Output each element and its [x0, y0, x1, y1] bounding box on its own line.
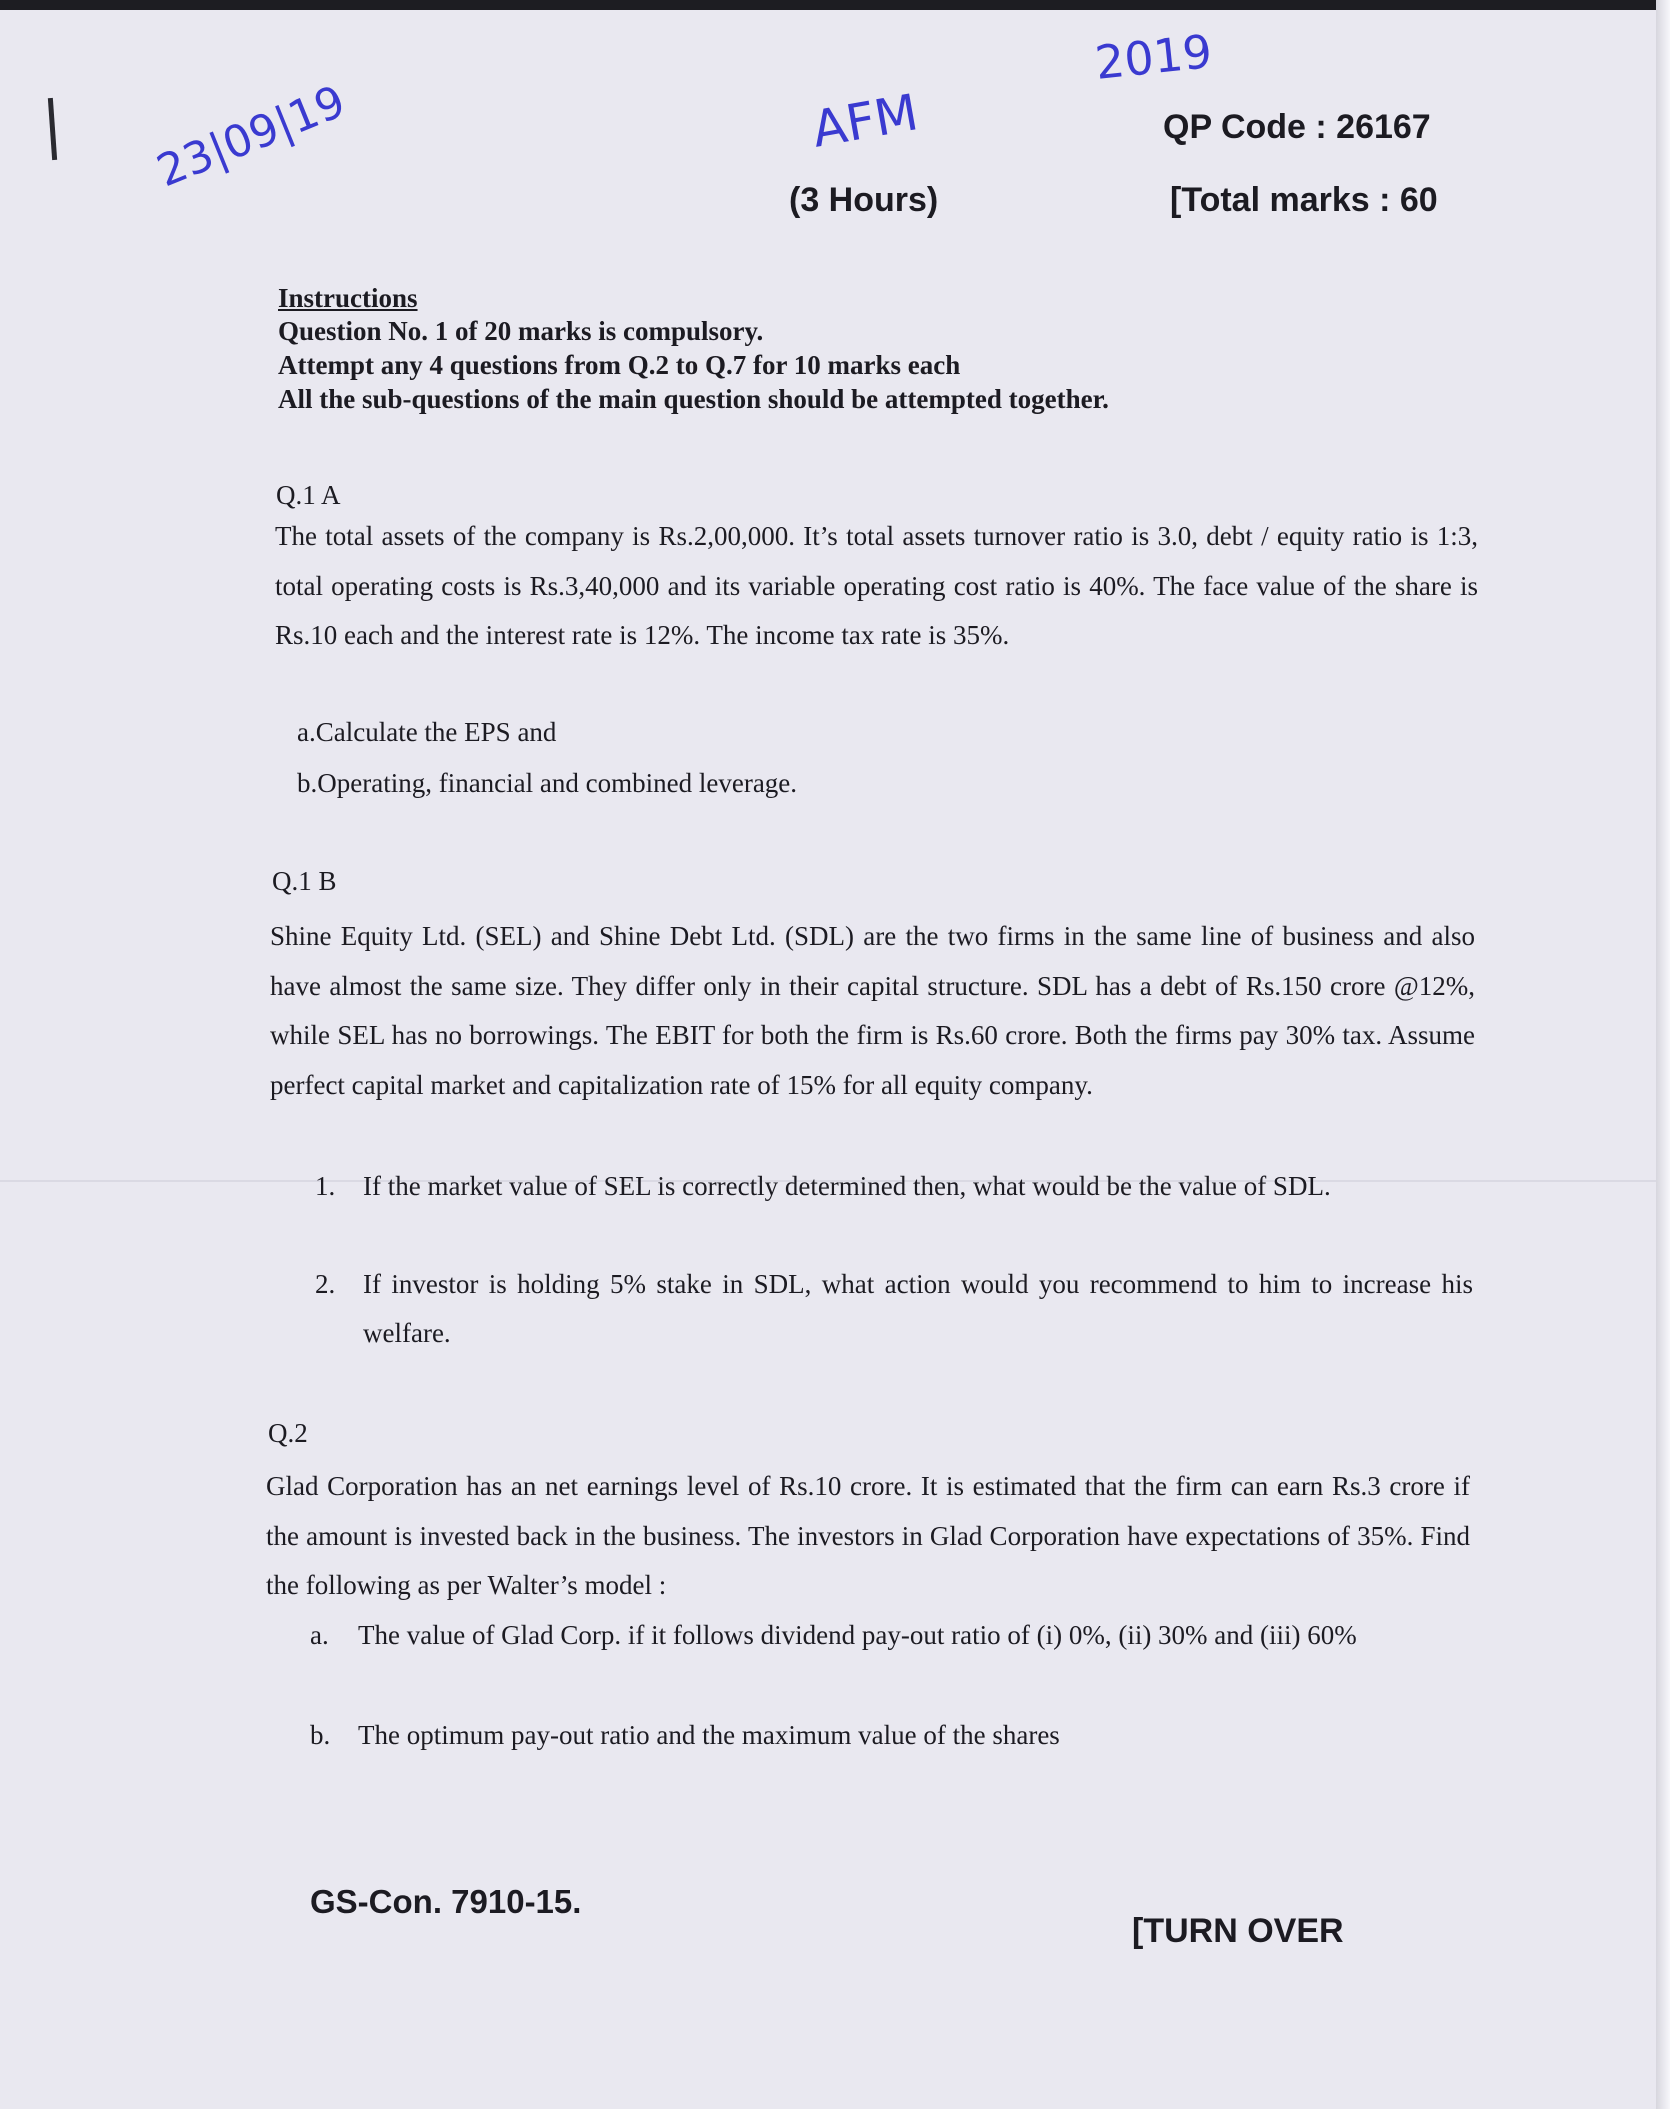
- handwritten-date: 23|09|19: [150, 75, 353, 198]
- turn-over-note: [TURN OVER: [1132, 1912, 1344, 1950]
- item-text: If investor is holding 5% stake in SDL, what action would you recommend to him to increase his welfare.: [363, 1269, 1473, 1348]
- item-number: b.: [310, 1720, 331, 1750]
- item-number: 1.: [315, 1171, 336, 1201]
- total-marks: [Total marks : 60: [1170, 181, 1438, 219]
- handwritten-stroke: [48, 98, 57, 160]
- question-label-q1a: Q.1 A: [276, 480, 341, 510]
- q1b-item-1: [315, 1162, 1473, 1211]
- instruction-line: Question No. 1 of 20 marks is compulsory.: [278, 316, 764, 346]
- q1b-item-2: [315, 1260, 1473, 1358]
- item-text: The value of Glad Corp. if it follows dividend pay-out ratio of (i) 0%, (ii) 30% and (iii) 60%: [358, 1620, 1357, 1650]
- handwritten-subject: AFM: [807, 83, 923, 159]
- scan-right-edge: [1656, 0, 1670, 2109]
- q2-item-a: [310, 1611, 1470, 1660]
- item-text: If the market value of SEL is correctly determined then, what would be the value of SDL.: [363, 1171, 1331, 1201]
- q2-item-b: [310, 1711, 1470, 1760]
- item-number: 2.: [315, 1269, 336, 1299]
- instruction-line: Attempt any 4 questions from Q.2 to Q.7 for 10 marks each: [278, 350, 961, 380]
- question-label-q1b: Q.1 B: [272, 866, 337, 896]
- item-number: a.: [310, 1620, 329, 1650]
- handwritten-year: 2019: [1092, 24, 1215, 90]
- question-text-q2: Glad Corporation has an net earnings level of Rs.10 crore. It is estimated that the firm can earn Rs.3 crore if the amount is invested back in the business. The investors in Glad Corporation have expectations of 35%. Find the following as per Walter’s model :: [266, 1471, 1470, 1600]
- paper-code-footer: GS-Con. 7910-15.: [310, 1883, 582, 1920]
- q1a-item-b: b.Operating, financial and combined leverage.: [297, 768, 798, 798]
- instructions-heading: Instructions: [278, 283, 418, 313]
- exam-duration: (3 Hours): [789, 181, 939, 219]
- qp-code: QP Code : 26167: [1163, 108, 1431, 146]
- q1a-item-a: a.Calculate the EPS and: [297, 717, 557, 747]
- question-label-q2: Q.2: [268, 1418, 308, 1448]
- instruction-line: All the sub-questions of the main question should be attempted together.: [278, 384, 1109, 414]
- question-text-q1a: The total assets of the company is Rs.2,00,000. It’s total assets turnover ratio is 3.0, debt / equity ratio is 1:3, total operating costs is Rs.3,40,000 and its variable operating cost ratio is 40%. The face value of the share is Rs.10 each and the interest rate is 12%. The income tax rate is 35%.: [275, 521, 1478, 650]
- item-text: The optimum pay-out ratio and the maximum value of the shares: [358, 1720, 1060, 1750]
- question-text-q1b: Shine Equity Ltd. (SEL) and Shine Debt Ltd. (SDL) are the two firms in the same line of business and also have almost the same size. They differ only in their capital structure. SDL has a debt of Rs.150 crore @12%, while SEL has no borrowings. The EBIT for both the firm is Rs.60 crore. Both the firms pay 30% tax. Assume perfect capital market and capitalization rate of 15% for all equity company.: [270, 921, 1475, 1100]
- scan-top-edge: [0, 0, 1670, 10]
